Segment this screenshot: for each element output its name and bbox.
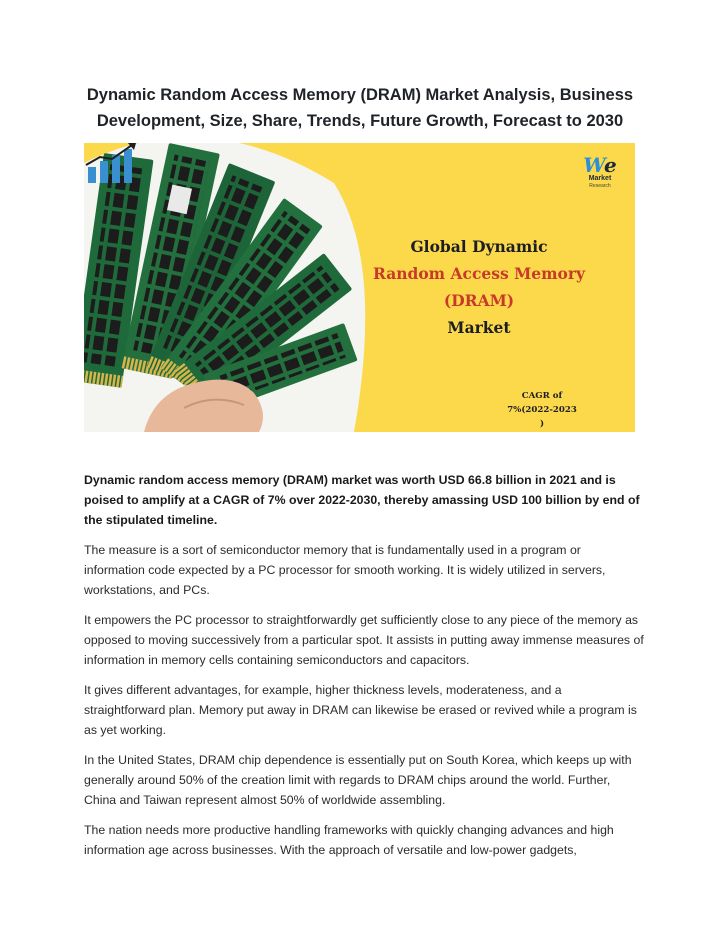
- banner-headline: [359, 233, 599, 341]
- paragraph: The nation needs more productive handling frameworks with quickly changing advances and high information age across businesses. With the approach of versatile and low-power gadgets,: [84, 823, 614, 857]
- cagr-line-2: 7%(2022-2023: [507, 405, 577, 415]
- cagr-line-1: CAGR of: [521, 391, 563, 401]
- logo-e: e: [604, 153, 617, 177]
- lead-paragraph: Dynamic random access memory (DRAM) market was worth USD 66.8 billion in 2021 and is poised to amplify at a CAGR of 7% over 2022-2030, thereby amassing USD 100 billion by end of the stipulated timeline.: [84, 473, 640, 527]
- cagr-label: [507, 389, 577, 431]
- paragraph: It empowers the PC processor to straightforwardly get sufficiently close to any piece of the memory as opposed to moving successively from a particular spot. It assists in putting away immense measures of information in memory cells containing semiconductors and capacitors.: [84, 613, 644, 667]
- document-title: Dynamic Random Access Memory (DRAM) Market Analysis, Business Development, Size, Share, Trends, Future Growth, Forecast to 2030: [86, 86, 634, 130]
- headline-line-2: Random Access Memory: [372, 264, 586, 283]
- headline-line-4: Market: [447, 318, 511, 337]
- growth-chart-icon: [84, 143, 142, 185]
- headline-line-3: (DRAM): [443, 291, 515, 310]
- logo-text-research: Research: [589, 183, 611, 189]
- logo-text-market: Market: [588, 175, 612, 182]
- brand-logo: We Market Research: [579, 155, 621, 189]
- paragraph: The measure is a sort of semiconductor memory that is fundamentally used in a program or information code expected by a PC processor for smooth working. It is widely utilized in servers, workstations, and PCs.: [84, 543, 606, 597]
- article-body: [84, 470, 644, 870]
- headline-line-1: Global Dynamic: [410, 237, 548, 256]
- cagr-line-3: ): [539, 419, 545, 429]
- paragraph: It gives different advantages, for example, higher thickness levels, moderateness, and a straightforward plan. Memory put away in DRAM can likewise be erased or revived while a program is as yet working.: [84, 683, 637, 737]
- market-banner-image: [84, 143, 635, 432]
- paragraph: In the United States, DRAM chip dependence is essentially put on South Korea, which keeps up with generally around 50% of the creation limit with regards to DRAM chips around the world. Further, China and Taiwan represent almost 50% of worldwide assembling.: [84, 753, 632, 807]
